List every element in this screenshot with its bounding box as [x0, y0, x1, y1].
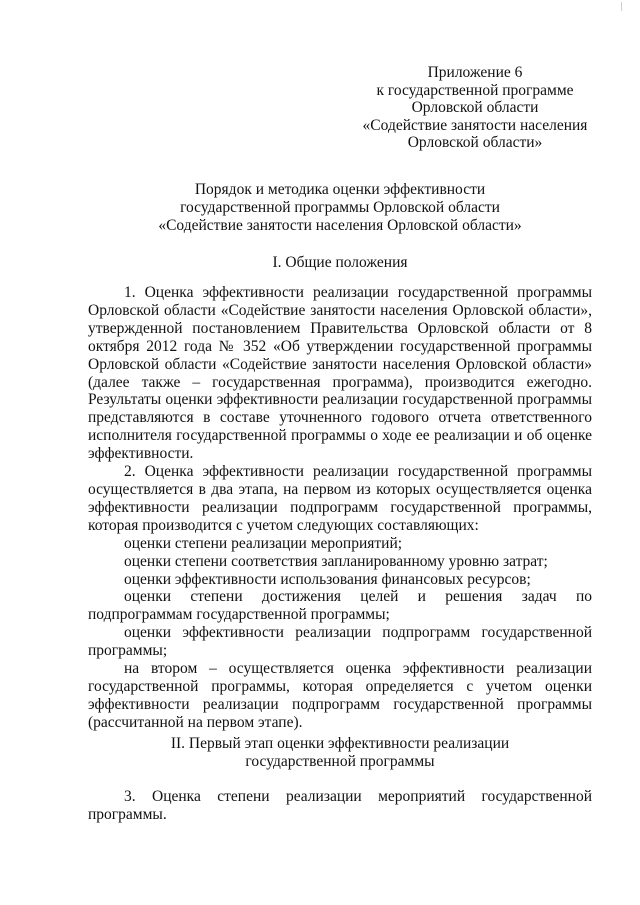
section-2-body — [88, 788, 592, 824]
appendix-header — [345, 64, 605, 152]
paragraph: 1. Оценка эффективности реализации государственной программы Орловской области «Содействие занятости населения Орловской области», утвержденной постановлением Правительства Орловской области от 8 октября 2012 года № 352 «Об утверждении государственной программы Орловской области «Содействие занятости населения Орловской области» (далее также – государственная программа), производится ежегодно. Результаты оценки эффективности реализации государственной программы представляются в составе уточненного годового отчета ответственного исполнителя государственной программы о ходе ее реализации и об оценке эффективности. — [88, 284, 592, 463]
section-2-heading — [60, 735, 620, 771]
heading-line: II. Первый этап оценки эффективности реализации — [170, 735, 510, 752]
title-line: Порядок и методика оценки эффективности — [194, 181, 486, 198]
title-line: «Содействие занятости населения Орловской области» — [158, 217, 522, 234]
appendix-line: к государственной программе — [376, 81, 574, 99]
appendix-line: Приложение 6 — [427, 64, 523, 81]
list-item: оценки степени достижения целей и решения задач по подпрограммам государственной программы; — [88, 588, 592, 624]
document-title — [60, 181, 620, 235]
list-item: оценки степени реализации мероприятий; — [124, 534, 403, 552]
list-item: оценки эффективности использования финансовых ресурсов; — [124, 570, 531, 588]
appendix-line: Орловской области — [411, 99, 539, 116]
paragraph: на втором – осуществляется оценка эффективности реализации государственной программы, которая определяется с учетом оценки эффективности реализации подпрограмм государственной программы (рассчитанной на первом этапе). — [88, 660, 592, 731]
paragraph: 2. Оценка эффективности реализации государственной программы осуществляется в два этапа, на первом из которых осуществляется оценка эффективности реализации подпрограмм государственной программы, которая производится с учетом следующих составляющих: — [88, 463, 592, 534]
list-item: оценки эффективности реализации подпрограмм государственной программы; — [88, 624, 592, 660]
section-1-body — [88, 284, 592, 732]
scan-artifact — [621, 2, 622, 11]
list-item: оценки степени соответствия запланированному уровню затрат; — [124, 552, 548, 570]
appendix-line: Орловской области» — [407, 134, 543, 151]
appendix-line: «Содействие занятости населения — [362, 116, 588, 134]
title-line: государственной программы Орловской области — [180, 199, 500, 216]
section-1-heading: I. Общие положения — [272, 254, 408, 271]
heading-line: государственной программы — [245, 753, 435, 770]
paragraph: 3. Оценка степени реализации мероприятий государственной программы. — [88, 788, 592, 823]
